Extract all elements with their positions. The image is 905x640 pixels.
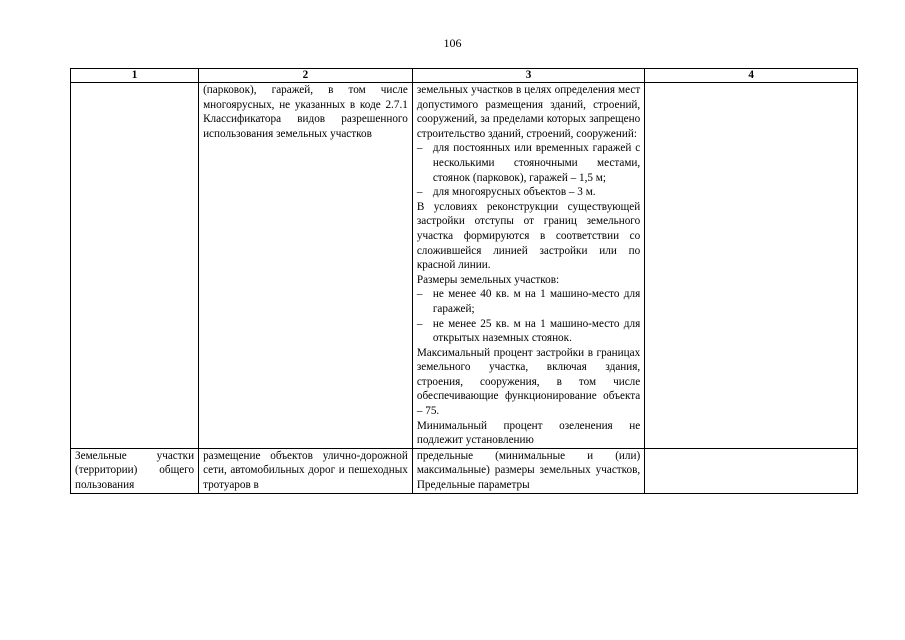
table-row — [71, 448, 858, 493]
row1-col3-para1: В условиях реконструкции существующей застройки отступы от границ земельного участка формируются в соответствии со сложившейся линией застройки или по красной линии. — [416, 200, 641, 272]
list-item — [417, 287, 640, 316]
bullet-dash: – — [416, 317, 423, 330]
header-col-2: 2 — [199, 69, 413, 83]
list-item-text: не менее 40 кв. м на 1 машино-место для гаражей; — [432, 288, 641, 315]
list-item — [417, 317, 640, 346]
header-col-4: 4 — [645, 69, 858, 83]
list-item-text: не менее 25 кв. м на 1 машино-место для открытых наземных стоянок. — [432, 317, 641, 345]
bullet-dash: – — [416, 288, 423, 301]
row1-col3-intro: земельных участков в целях определения мест допустимого размещения зданий, строений, сооружений, за пределами которых запрещено строительство зданий, строений, сооружений: — [416, 84, 641, 140]
regulations-table — [70, 68, 858, 494]
list-item-text: для постоянных или временных гаражей с несколькими стояночными местами, стоянок (парковок), гаражей – 1,5 м; — [432, 142, 641, 184]
header-row — [71, 69, 858, 83]
page-number: 106 — [443, 36, 462, 50]
bullet-dash: – — [416, 142, 423, 155]
list-item — [417, 185, 640, 200]
row1-col3 — [412, 83, 644, 449]
table-row — [71, 83, 858, 449]
list-item — [417, 141, 640, 185]
row1-col3-para3: Максимальный процент застройки в границах земельного участка, включая здания, строения, сооружения, в том числе обеспечивающие функционирование объекта – 75. — [416, 346, 641, 418]
row1-col3-para4: Минимальный процент озеленения не подлежит установлению — [416, 419, 641, 447]
list-item-text: для многоярусных объектов – 3 м. — [432, 186, 596, 199]
header-col-1: 1 — [71, 69, 199, 83]
row2-col2: размещение объектов улично-дорожной сети, автомобильных дорог и пешеходных тротуаров в — [199, 448, 413, 493]
row2-col4 — [645, 448, 858, 493]
bullet-dash: – — [416, 186, 423, 199]
row1-col3-para2: Размеры земельных участков: — [416, 273, 560, 286]
row1-col1 — [71, 83, 199, 449]
row2-col3: предельные (минимальные и (или) максимальные) размеры земельных участков, Предельные параметры — [412, 448, 644, 493]
row2-col1: Земельные участки (территории) общего пользования — [71, 448, 199, 493]
row1-col4 — [645, 83, 858, 449]
row1-col2: (парковок), гаражей, в том числе многоярусных, не указанных в коде 2.7.1 Классификатора видов разрешенного использования земельных участков — [199, 83, 413, 449]
header-col-3: 3 — [412, 69, 644, 83]
